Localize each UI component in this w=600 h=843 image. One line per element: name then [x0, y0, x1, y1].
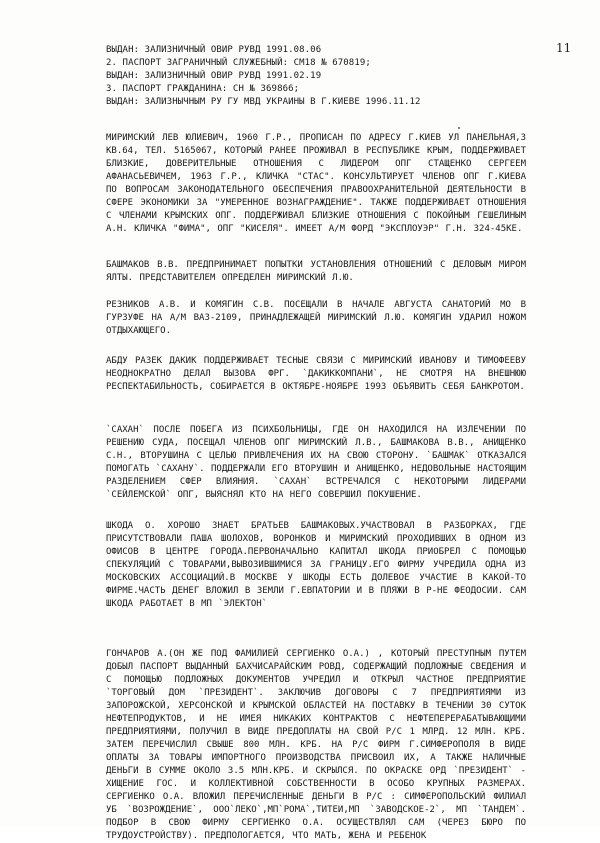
passport-line: 3. ПАСПОРТ ГРАЖДАНИНА: СН № 369866; — [106, 84, 300, 94]
passport-line: ВЫДАН: ЗАЛИЗНЫЧНЫМ РУ ГУ МВД УКРАИНЫ В Г.КИЕВЕ 1996.11.12 — [106, 97, 421, 107]
paragraph-bashmakov: БАШМАКОВ В.В. ПРЕДПРИНИМАЕТ ПОПЫТКИ УСТАНОВЛЕНИЯ ОТНОШЕНИЙ С ДЕЛОВЫМ МИРОМ ЯЛТЫ. ПРЕДСТАВИТЕЛЕМ ОПРЕДЕЛЕН МИРИМСКИЙ Л.Ю. — [106, 260, 526, 283]
paragraph-mirimsky: МИРИМСКИЙ ЛЕВ ЮЛИЕВИЧ, 1960 Г.Р., ПРОПИСАН ПО АДРЕСУ Г.КИЕВ УЛ ПАНЕЛЬНАЯ,3 КВ.64, ТЕЛ. 5165067, КОТОРЫЙ РАНЕЕ ПРОЖИВАЛ В РЕСПУБЛИКЕ КРЫМ, ПОДДЕРЖИВАЕТ БЛИЗКИЕ, ДОВЕРИТЕЛЬНЫЕ ОТНОШЕНИЯ С ЛИДЕРОМ ОПГ СТАЩЕНКО СЕРГЕЕМ АФАНАСЬЕВИЧЕМ, 1963 Г.Р., КЛИЧКА "СТАС". КОНСУЛЬТИРУЕТ ЧЛЕНОВ ОПГ Г.КИЕВА ПО ВОПРОСАМ ЗАКОНОДАТЕЛЬНОГО ОБЕСПЕЧЕНИЯ ПРАВООХРАНИТЕЛЬНОЙ ДЕЯТЕЛЬНОСТИ В СФЕРЕ ЭКОНОМИКИ ЗА "УМЕРЕННОЕ ВОЗНАГРАЖДЕНИЕ". ТАКЖЕ ПОДДЕРЖИВАЕТ ОТНОШЕНИЯ С ЧЛЕНАМИ КРЫМСКИХ ОПГ. ПОДДЕРЖИВАЛ БЛИЗКИЕ ОТНОШЕНИЯ С ПОКОЙНЫМ ГЕШЕЛИНЫМ А.Н. КЛИЧКА "ФИМА", ОПГ "КИСЕЛЯ". ИМЕЕТ А/М ФОРД "ЭКСПЛОУЭР" Г.Н. 324-45КЕ. — [106, 133, 526, 234]
passport-line: 2. ПАСПОРТ ЗАГРАНИЧНЫЙ СЛУЖЕБНЫЙ: СМ18 № 670819; — [106, 58, 371, 68]
paragraph-sakhan: `САХАН` ПОСЛЕ ПОБЕГА ИЗ ПСИХБОЛЬНИЦЫ, ГДЕ ОН НАХОДИЛСЯ НА ИЗЛЕЧЕНИИ ПО РЕШЕНИЮ СУДА, ПОСЕЩАЛ ЧЛЕНОВ ОПГ МИРИМСКИЙ Л.В., БАШМАКОВА В.В., АНИЩЕНКО С.Н., ВТОРУШИНА С ЦЕЛЬЮ ПРИВЛЕЧЕНИЯ ИХ НА СВОЮ СТОРОНУ. `БАШМАК` ОТКАЗАЛСЯ ПОМОГАТЬ `САХАНУ`. ПОДДЕРЖАЛИ ЕГО ВТОРУШИН И АНИЩЕНКО, НЕДОВОЛЬНЫЕ НАСТОЯЩИМ РАЗДЕЛЕНИЕМ СФЕР ВЛИЯНИЯ. `САХАН` ВСТРЕЧАЛСЯ С НЕКОТОРЫМИ ЛИДЕРАМИ `СЕЙЛЕМСКОЙ` ОПГ, ВЫЯСНЯЛ КТО НА НЕГО СОВЕРШИЛ ПОКУШЕНИЕ. — [106, 425, 526, 500]
page-number: 11 — [556, 41, 572, 55]
scan-speck — [458, 127, 460, 129]
passport-line: ВЫДАН: ЗАЛИЗНИЧНЫЙ ОВИР РУВД 1991.02.19 — [106, 71, 322, 81]
paragraph-reznikov: РЕЗНИКОВ А.В. И КОМЯГИН С.В. ПОСЕЩАЛИ В НАЧАЛЕ АВГУСТА САНАТОРИЙ МО В ГУРЗУФЕ НА А/М ВАЗ-2109, ПРИНАДЛЕЖАЩЕЙ МИРИМСКИЙ Л.Ю. КОМЯГИН УДАРИЛ НОЖОМ ОТДЫХАЮЩЕГО. — [106, 300, 526, 336]
paragraph-shkoda: ШКОДА О. ХОРОШО ЗНАЕТ БРАТЬЕВ БАШМАКОВЫХ.УЧАСТВОВАЛ В РАЗБОРКАХ, ГДЕ ПРИСУТСТВОВАЛИ ПАША ШОЛОХОВ, ВОРОНКОВ И МИРИМСКИЙ ПРОХОДИВШИХ В ОДНОМ ИЗ ОФИСОВ В ЦЕНТРЕ ГОРОДА.ПЕРВОНАЧАЛЬНО КАПИТАЛ ШКОДА ПРИОБРЕЛ С ПОМОЩЬЮ СПЕКУЛЯЦИЙ С ТОВАРАМИ,ВЫВОЗИВШИМИСЯ ЗА ГРАНИЦУ.ЕГО ФИРМУ УЧРЕДИЛА ОДНА ИЗ МОСКОВСКИХ АССОЦИАЦИЙ.В МОСКВЕ У ШКОДЫ ЕСТЬ ДОЛЕВОЕ УЧАСТИЕ В КАКОЙ-ТО ФИРМЕ.ЧАСТЬ ДЕНЕГ ВЛОЖИЛ В ЗЕМЛИ Г.ЕВПАТОРИИ И В ПЛЯЖИ В Р-НЕ ФЕОДОСИИ. САМ ШКОДА РАБОТАЕТ В МП `ЭЛЕКТОН` — [106, 521, 526, 609]
passport-line: ВЫДАН: ЗАЛИЗНИЧНЫЙ ОВИР РУВД 1991.08.06 — [106, 45, 322, 55]
passport-details — [106, 44, 546, 109]
paragraph-goncharov: ГОНЧАРОВ А.(ОН ЖЕ ПОД ФАМИЛИЕЙ СЕРГИЕНКО О.А.) , КОТОРЫЙ ПРЕСТУПНЫМ ПУТЕМ ДОБЫЛ ПАСПОРТ ВЫДАННЫЙ БАХЧИСАРАЙСКИМ РОВД, СОДЕРЖАЩИЙ ПОДЛОЖНЫЕ СВЕДЕНИЯ И С ПОМОЩЬЮ ПОДЛОЖНЫХ ДОКУМЕНТОВ УЧРЕДИЛ И ОТКРЫЛ ЧАСТНОЕ ПРЕДПРИЯТИЕ `ТОРГОВЫЙ ДОМ `ПРЕЗИДЕНТ`. ЗАКЛЮЧИВ ДОГОВОРЫ С 7 ПРЕДПРИЯТИЯМИ ИЗ ЗАПОРОЖСКОЙ, ХЕРСОНСКОЙ И КРЫМСКОЙ ОБЛАСТЕЙ НА ПОСТАВКУ В ТЕЧЕНИИ 30 СУТОК НЕФТЕПРОДУКТОВ, И НЕ ИМЕЯ НИКАКИХ КОНТРАКТОВ С НЕФТЕПЕРЕРАБАТЫВАЮЩИМИ ПРЕДПРИЯТИЯМИ, ПОЛУЧИЛ В ВИДЕ ПРЕДОПЛАТЫ НА СВОЙ Р/С 1 МЛРД. 12 МЛН. КРБ. ЗАТЕМ ПЕРЕЧИСЛИЛ СВЫШЕ 800 МЛН. КРБ. НА Р/С ФИРМ Г.СИМФЕРОПОЛЯ В ВИДЕ ОПЛАТЫ ЗА ТОВАРЫ ИМПОРТНОГО ПРОИЗВОДСТВА ПРИСВОИЛ ИХ, А ТАКЖЕ НАЛИЧНЫЕ ДЕНЬГИ В СУММЕ ОКОЛО 3.5 МЛН.КРБ. И СКРЫЛСЯ. ПО ОКРАСКЕ ОРД `ПРЕЗИДЕНТ` - ХИЩЕНИЕ ГОС. И КОЛЛЕКТИВНОЙ СОБСТВЕННОСТИ В ОСОБО КРУПНЫХ РАЗМЕРАХ. СЕРГИЕНКО О.А. ВЛОЖИЛ ПЕРЕЧИСЛЕННЫЕ ДЕНЬГИ В Р/С : СИМФЕРОПОЛЬСКИЙ ФИЛИАЛ УБ `ВОЗРОЖДЕНИЕ`, ООО`ЛЕКО`,МП`РОМА`,ТИТЕИ,МП `ЗАВОДСКОЕ-2`, МП `ТАНДЕМ`. ПОДБОР В СВОЮ ФИРМУ СЕРГИЕНКО О.А. ОСУЩЕСТВЛЯЛ САМ (ЧЕРЕЗ БЮРО ПО ТРУДОУСТРОЙСТВУ). ПРЕДПОЛОГАЕТСЯ, ЧТО МАТЬ, ЖЕНА И РЕБЕНОК — [106, 649, 526, 841]
paragraph-dakik: АБДУ РАЗЕК ДАКИК ПОДДЕРЖИВАЕТ ТЕСНЫЕ СВЯЗИ С МИРИМСКИЙ ИВАНОВУ И ТИМОФЕЕВУ НЕОДНОКРАТНО ДЕЛАЛ ВЫЗОВА ФРГ. `ДАКИККОМПАНИ`, НЕ СМОТРЯ НА ВНЕШНЮЮ РЕСПЕКТАБИЛЬНОСТЬ, СОБИРАЕТСЯ В ОКТЯБРЕ-НОЯБРЕ 1993 ОБЪЯВИТЬ СЕБЯ БАНКРОТОМ. — [106, 356, 526, 392]
